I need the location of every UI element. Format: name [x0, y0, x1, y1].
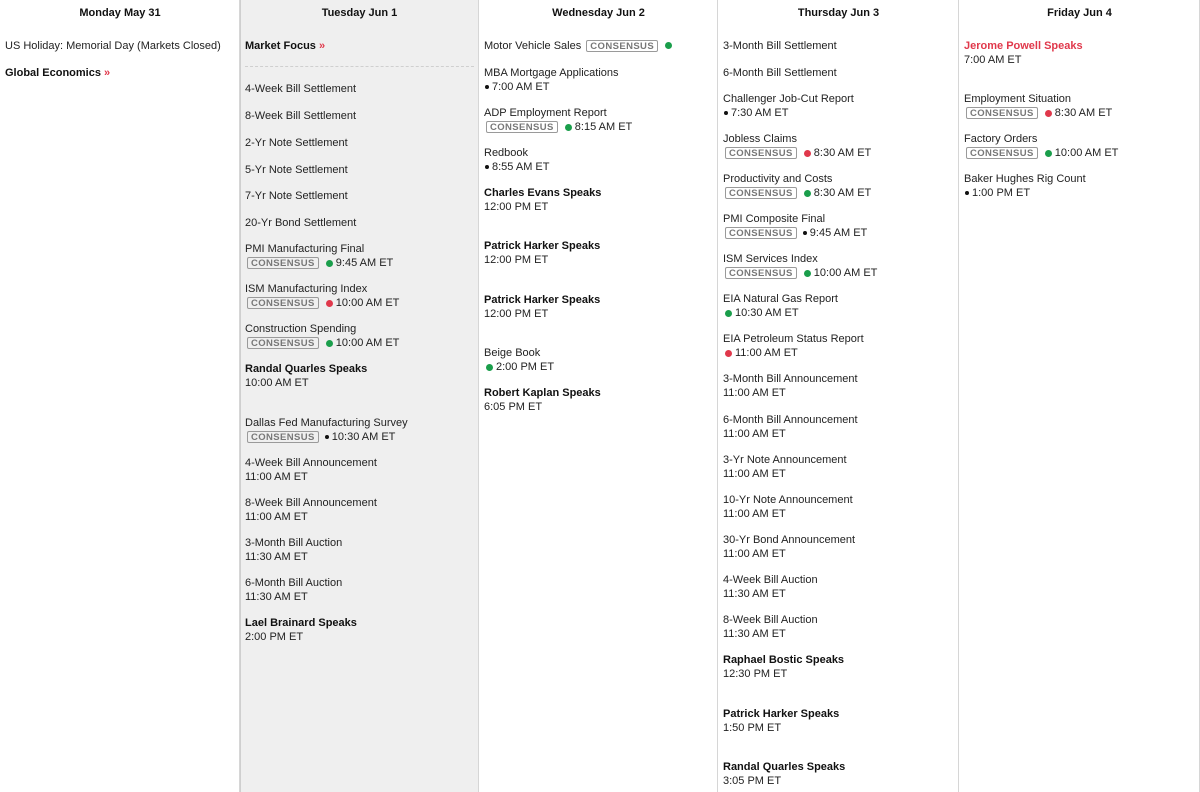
- event-title: [484, 347, 713, 361]
- calendar-event[interactable]: [484, 67, 713, 94]
- calendar-event[interactable]: [245, 190, 474, 204]
- calendar-event[interactable]: [723, 93, 954, 120]
- event-time: 8:15 AM ET: [574, 120, 633, 133]
- event-time: 8:30 AM ET: [813, 186, 872, 199]
- calendar-event[interactable]: [245, 164, 474, 178]
- event-list: [960, 26, 1199, 34]
- event-title: [245, 537, 474, 551]
- chevron-right-icon: »: [104, 67, 111, 79]
- calendar-event[interactable]: [723, 293, 954, 320]
- calendar-event[interactable]: [484, 147, 713, 174]
- event-title-text: Patrick Harker Speaks: [723, 708, 840, 720]
- event-title-text: ISM Manufacturing Index: [245, 283, 368, 295]
- event-title: [245, 323, 474, 337]
- event-time: 10:00 AM ET: [335, 296, 400, 309]
- event-title-text: EIA Natural Gas Report: [723, 293, 838, 305]
- event-title-text: Construction Spending: [245, 323, 357, 335]
- event-title: [723, 173, 954, 187]
- event-meta: [723, 347, 954, 361]
- event-meta: [484, 161, 713, 175]
- event-meta: [245, 377, 474, 391]
- calendar-event[interactable]: [245, 243, 474, 270]
- day-header: Tuesday Jun 1: [321, 7, 398, 19]
- event-title-text: 7-Yr Note Settlement: [245, 190, 348, 202]
- event-meta: [964, 187, 1195, 201]
- event-time: 10:00 AM ET: [813, 266, 878, 279]
- consensus-badge[interactable]: CONSENSUS: [486, 121, 558, 133]
- calendar-event[interactable]: [723, 373, 954, 400]
- event-time: 11:00 AM ET: [735, 346, 798, 359]
- consensus-badge[interactable]: CONSENSUS: [966, 107, 1038, 119]
- event-meta: [723, 468, 954, 482]
- event-meta: [964, 147, 1195, 161]
- importance-dot-icon: [485, 85, 489, 89]
- calendar-event[interactable]: [723, 414, 954, 441]
- event-time: 9:45 AM ET: [335, 256, 394, 269]
- importance-dot-icon: [804, 270, 811, 277]
- event-title[interactable]: [5, 67, 235, 81]
- day-column-tuesday: [240, 0, 479, 792]
- event-time: 11:00 AM ET: [245, 510, 308, 523]
- importance-dot-icon: [565, 124, 572, 131]
- event-meta: [245, 551, 474, 565]
- event-title-text: Beige Book: [484, 347, 541, 359]
- event-title-text: 6-Month Bill Announcement: [723, 414, 858, 426]
- event-title-text: ISM Services Index: [723, 253, 818, 265]
- day-column-monday: [0, 0, 240, 792]
- importance-dot-icon: [725, 350, 732, 357]
- event-time: 11:30 AM ET: [245, 550, 308, 563]
- event-meta: [723, 588, 954, 602]
- event-meta: [484, 308, 713, 322]
- day-header: Thursday Jun 3: [797, 7, 880, 19]
- calendar-event[interactable]: [723, 534, 954, 561]
- event-title-text: 6-Month Bill Auction: [245, 577, 343, 589]
- event-title-text: 20-Yr Bond Settlement: [245, 217, 357, 229]
- consensus-badge[interactable]: CONSENSUS: [247, 337, 319, 349]
- event-time: 7:00 AM ET: [492, 80, 550, 93]
- calendar-event[interactable]: [964, 173, 1195, 200]
- day-column-wednesday: [479, 0, 718, 792]
- event-meta: [723, 428, 954, 442]
- event-time: 12:00 PM ET: [484, 200, 549, 213]
- event-title[interactable]: [723, 654, 954, 668]
- event-title-text: Market Focus: [245, 40, 316, 52]
- importance-dot-icon: [486, 364, 493, 371]
- event-list: [480, 26, 717, 34]
- event-title: [245, 457, 474, 471]
- event-time: 11:00 AM ET: [723, 507, 786, 520]
- event-title-text: 3-Month Bill Settlement: [723, 40, 837, 52]
- event-title-text: MBA Mortgage Applications: [484, 67, 619, 79]
- event-meta: [723, 387, 954, 401]
- event-time: 12:00 PM ET: [484, 253, 549, 266]
- importance-dot-icon: [326, 300, 333, 307]
- event-title-text: Factory Orders: [964, 133, 1038, 145]
- event-title-text: PMI Manufacturing Final: [245, 243, 365, 255]
- importance-dot-icon: [665, 42, 672, 49]
- event-meta: [723, 107, 954, 121]
- event-title: [723, 253, 954, 267]
- event-title-text: Randal Quarles Speaks: [723, 761, 846, 773]
- event-title[interactable]: [245, 617, 474, 631]
- event-meta: [723, 628, 954, 642]
- event-meta: [723, 227, 954, 241]
- calendar-event[interactable]: [245, 577, 474, 604]
- event-meta: [245, 257, 474, 271]
- event-title: [723, 454, 954, 468]
- event-time: 12:30 PM ET: [723, 667, 788, 680]
- event-title: [723, 133, 954, 147]
- event-list: [719, 26, 958, 34]
- calendar-event[interactable]: [245, 497, 474, 524]
- event-time: 11:00 AM ET: [723, 467, 786, 480]
- event-time: 1:00 PM ET: [972, 186, 1031, 199]
- event-title: [964, 93, 1195, 107]
- event-title-text: 3-Month Bill Auction: [245, 537, 343, 549]
- calendar-event[interactable]: [723, 253, 954, 280]
- calendar-event[interactable]: [964, 93, 1195, 120]
- importance-dot-icon: [803, 231, 807, 235]
- event-title-text: 6-Month Bill Settlement: [723, 67, 837, 79]
- calendar-event[interactable]: [484, 107, 713, 134]
- event-title-text: Lael Brainard Speaks: [245, 617, 357, 629]
- calendar-event[interactable]: [723, 40, 954, 54]
- market-focus-divider: [245, 66, 474, 67]
- calendar-event[interactable]: [723, 213, 954, 240]
- event-title: [723, 494, 954, 508]
- event-title-text: Baker Hughes Rig Count: [964, 173, 1086, 185]
- event-title-text: Jerome Powell Speaks: [964, 40, 1083, 52]
- event-title[interactable]: [484, 294, 713, 308]
- calendar-event[interactable]: [245, 110, 474, 124]
- calendar-event[interactable]: [245, 83, 474, 97]
- event-meta: [245, 511, 474, 525]
- event-meta: [964, 107, 1195, 121]
- event-title-text: Global Economics: [5, 67, 101, 79]
- event-time: 11:00 AM ET: [723, 427, 786, 440]
- event-title: [723, 93, 954, 107]
- calendar-event[interactable]: [723, 494, 954, 521]
- day-header: Monday May 31: [79, 7, 161, 19]
- event-time: 11:00 AM ET: [723, 547, 786, 560]
- event-time: 11:00 AM ET: [723, 386, 786, 399]
- event-time: 6:05 PM ET: [484, 400, 543, 413]
- event-title[interactable]: [723, 761, 954, 775]
- event-title-text: Patrick Harker Speaks: [484, 294, 601, 306]
- event-title-text: 4-Week Bill Auction: [723, 574, 818, 586]
- event-title: [484, 107, 713, 121]
- event-time: 8:30 AM ET: [1054, 106, 1113, 119]
- event-meta: [484, 401, 713, 415]
- calendar-event[interactable]: [723, 133, 954, 160]
- event-title-text: 3-Yr Note Announcement: [723, 454, 847, 466]
- event-title[interactable]: [245, 40, 474, 54]
- event-title[interactable]: [245, 363, 474, 377]
- event-meta: [723, 267, 954, 281]
- event-title[interactable]: [723, 708, 954, 722]
- day-header: Friday Jun 4: [1047, 7, 1112, 19]
- event-meta: [723, 775, 954, 789]
- consensus-badge[interactable]: CONSENSUS: [247, 431, 319, 443]
- event-title-text: 3-Month Bill Announcement: [723, 373, 858, 385]
- importance-dot-icon: [965, 191, 969, 195]
- event-title-text: Robert Kaplan Speaks: [484, 387, 601, 399]
- event-time: 10:30 AM ET: [735, 306, 799, 319]
- event-meta: [245, 631, 474, 645]
- event-time: 11:30 AM ET: [723, 627, 786, 640]
- event-meta: [484, 361, 713, 375]
- importance-dot-icon: [485, 165, 489, 169]
- event-title: [245, 137, 474, 151]
- event-list: [241, 26, 478, 34]
- calendar-event[interactable]: [484, 187, 713, 214]
- event-meta: [723, 548, 954, 562]
- calendar-event[interactable]: [245, 457, 474, 484]
- event-title-text: 8-Week Bill Announcement: [245, 497, 377, 509]
- event-time: 1:50 PM ET: [723, 721, 782, 734]
- event-time: 11:00 AM ET: [245, 470, 308, 483]
- event-title-text: EIA Petroleum Status Report: [723, 333, 864, 345]
- event-meta: [723, 668, 954, 682]
- event-title: [245, 243, 474, 257]
- day-column-thursday: [718, 0, 959, 792]
- calendar-event[interactable]: [723, 761, 954, 788]
- event-title: [484, 147, 713, 161]
- event-time: 3:05 PM ET: [723, 774, 782, 787]
- event-title: [723, 373, 954, 387]
- event-title: [245, 577, 474, 591]
- event-title-text: Jobless Claims: [723, 133, 797, 145]
- importance-dot-icon: [1045, 150, 1052, 157]
- consensus-badge[interactable]: CONSENSUS: [247, 257, 319, 269]
- importance-dot-icon: [804, 190, 811, 197]
- event-title-text: ADP Employment Report: [484, 107, 607, 119]
- event-title[interactable]: [484, 387, 713, 401]
- chevron-right-icon: »: [318, 40, 326, 52]
- importance-dot-icon: [804, 150, 811, 157]
- event-title-text: 5-Yr Note Settlement: [245, 164, 348, 176]
- event-title-text: 4-Week Bill Settlement: [245, 83, 357, 95]
- calendar-event[interactable]: [484, 294, 713, 321]
- event-meta: [484, 81, 713, 95]
- calendar-event[interactable]: [245, 617, 474, 644]
- calendar-event[interactable]: [245, 283, 474, 310]
- event-title: [245, 164, 474, 178]
- event-title: [964, 173, 1195, 187]
- event-title: [723, 40, 954, 54]
- calendar-event[interactable]: [723, 574, 954, 601]
- event-title-text: 30-Yr Bond Announcement: [723, 534, 856, 546]
- event-title: [245, 190, 474, 204]
- event-list: [1, 26, 239, 34]
- event-meta: [964, 54, 1195, 68]
- calendar-event[interactable]: [723, 654, 954, 681]
- calendar-event[interactable]: [5, 40, 235, 54]
- event-title-text: 10-Yr Note Announcement: [723, 494, 853, 506]
- importance-dot-icon: [326, 260, 333, 267]
- consensus-badge[interactable]: CONSENSUS: [586, 40, 658, 52]
- event-title-text: Employment Situation: [964, 93, 1071, 105]
- event-title-text: Redbook: [484, 147, 529, 159]
- event-time: 7:30 AM ET: [731, 106, 789, 119]
- event-meta: [723, 187, 954, 201]
- event-title: [245, 83, 474, 97]
- event-time: 11:30 AM ET: [723, 587, 786, 600]
- event-title-text: Patrick Harker Speaks: [484, 240, 601, 252]
- event-meta: [484, 201, 713, 215]
- consensus-badge[interactable]: CONSENSUS: [725, 227, 797, 239]
- calendar-event[interactable]: [723, 333, 954, 360]
- event-meta: [723, 722, 954, 736]
- event-title: [245, 217, 474, 231]
- event-title-text: Charles Evans Speaks: [484, 187, 602, 199]
- calendar-event[interactable]: [484, 347, 713, 374]
- calendar-event[interactable]: [964, 133, 1195, 160]
- importance-dot-icon: [1045, 110, 1052, 117]
- calendar-event[interactable]: [723, 173, 954, 200]
- event-time: 2:00 PM ET: [496, 360, 555, 373]
- event-title: [245, 283, 474, 297]
- event-time: 2:00 PM ET: [245, 630, 304, 643]
- calendar-event[interactable]: [723, 454, 954, 481]
- event-time: 10:30 AM ET: [331, 430, 396, 443]
- event-time: 12:00 PM ET: [484, 307, 549, 320]
- event-title: [723, 574, 954, 588]
- event-title[interactable]: [964, 40, 1195, 54]
- event-title: [245, 497, 474, 511]
- event-time: 8:55 AM ET: [492, 160, 550, 173]
- event-time: 9:45 AM ET: [809, 226, 868, 239]
- calendar-event[interactable]: [5, 67, 235, 81]
- calendar-event[interactable]: [245, 137, 474, 151]
- calendar-event[interactable]: [245, 537, 474, 564]
- event-title: [723, 333, 954, 347]
- event-title-text: Dallas Fed Manufacturing Survey: [245, 417, 408, 429]
- calendar-event[interactable]: [245, 40, 474, 54]
- consensus-badge[interactable]: CONSENSUS: [725, 267, 797, 279]
- calendar-event[interactable]: [245, 217, 474, 231]
- event-title: [5, 40, 235, 54]
- event-meta: [484, 121, 713, 135]
- event-title: [723, 293, 954, 307]
- event-time: 8:30 AM ET: [813, 146, 872, 159]
- event-title-text: Motor Vehicle Sales: [484, 40, 582, 52]
- importance-dot-icon: [326, 340, 333, 347]
- event-title-text: Raphael Bostic Speaks: [723, 654, 845, 666]
- importance-dot-icon: [725, 310, 732, 317]
- event-title: [723, 213, 954, 227]
- event-meta: [245, 471, 474, 485]
- event-meta: [245, 431, 474, 445]
- event-meta: [245, 297, 474, 311]
- event-title-text: Challenger Job-Cut Report: [723, 93, 854, 105]
- event-meta: [723, 508, 954, 522]
- day-header: Wednesday Jun 2: [552, 7, 645, 19]
- calendar-event[interactable]: [245, 323, 474, 350]
- event-title: [723, 614, 954, 628]
- calendar-event[interactable]: [964, 40, 1195, 67]
- event-title: [245, 417, 474, 431]
- event-title-text: Randal Quarles Speaks: [245, 363, 368, 375]
- event-time: 7:00 AM ET: [964, 53, 1022, 66]
- calendar-event[interactable]: [484, 387, 713, 414]
- calendar-event[interactable]: [723, 708, 954, 735]
- day-column-friday: [959, 0, 1200, 792]
- calendar-event[interactable]: [484, 40, 713, 54]
- event-title: [245, 110, 474, 124]
- event-time: 10:00 AM ET: [245, 376, 309, 389]
- event-title-text: 8-Week Bill Settlement: [245, 110, 357, 122]
- calendar-event[interactable]: [245, 363, 474, 390]
- consensus-badge[interactable]: CONSENSUS: [725, 187, 797, 199]
- event-title-text: 8-Week Bill Auction: [723, 614, 818, 626]
- event-title-text: 4-Week Bill Announcement: [245, 457, 377, 469]
- event-title[interactable]: [484, 240, 713, 254]
- consensus-badge[interactable]: CONSENSUS: [247, 297, 319, 309]
- consensus-badge[interactable]: CONSENSUS: [966, 147, 1038, 159]
- consensus-badge[interactable]: CONSENSUS: [725, 147, 797, 159]
- importance-dot-icon: [724, 111, 728, 115]
- calendar-event[interactable]: [723, 614, 954, 641]
- event-title[interactable]: [484, 187, 713, 201]
- event-title: [723, 414, 954, 428]
- event-title: [484, 67, 713, 81]
- event-title-text: PMI Composite Final: [723, 213, 826, 225]
- event-title-text: 2-Yr Note Settlement: [245, 137, 348, 149]
- event-title: [964, 133, 1195, 147]
- event-title: [723, 534, 954, 548]
- event-title-text: Productivity and Costs: [723, 173, 833, 185]
- importance-dot-icon: [325, 435, 329, 439]
- event-title: [723, 67, 954, 81]
- calendar-event[interactable]: [723, 67, 954, 81]
- event-meta: [484, 254, 713, 268]
- event-time: 10:00 AM ET: [1054, 146, 1119, 159]
- event-title-text: US Holiday: Memorial Day (Markets Closed): [5, 40, 221, 52]
- calendar-event[interactable]: [245, 417, 474, 444]
- event-time: 11:30 AM ET: [245, 590, 308, 603]
- event-title: [484, 40, 713, 54]
- event-time: 10:00 AM ET: [335, 336, 400, 349]
- calendar-event[interactable]: [484, 240, 713, 267]
- event-meta: [723, 147, 954, 161]
- event-meta: [245, 591, 474, 605]
- event-meta: [723, 307, 954, 321]
- event-meta: [245, 337, 474, 351]
